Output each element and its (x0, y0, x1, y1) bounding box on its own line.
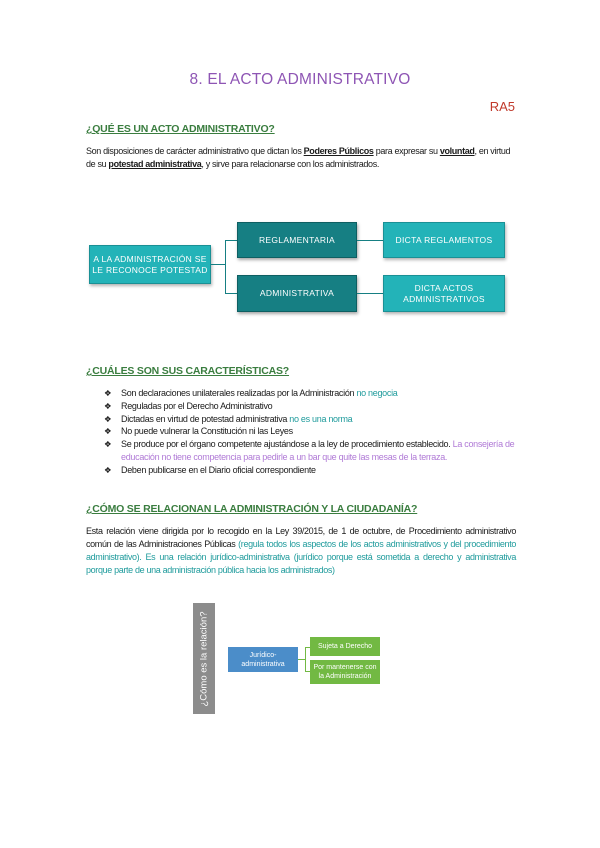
bullet-icon: ❖ (104, 400, 112, 411)
ra-label: RA5 (489, 99, 515, 114)
list-item: ❖ No puede vulnerar la Constitución ni las Leyes (104, 426, 293, 437)
connector-line (225, 293, 237, 294)
bullet-icon: ❖ (104, 439, 112, 450)
diagram-root-box: A LA ADMINISTRACIÓN SE LE RECONOCE POTESTAD (89, 245, 211, 284)
connector-line (357, 293, 383, 294)
question-bar: ¿Cómo es la relación? (193, 603, 215, 714)
relation-paragraph: Esta relación viene dirigida por lo recogido en la Ley 39/2015, de 1 de octubre, de Procedimiento administrativo común de las Administraciones Públicas (regula todos los aspectos de los actos administrativos y del procedimiento administrativo). Es una relación jurídico-administrativa (jurídico porque está sometida a derecho y administrativa porque parte de una administración pública hacia los administrados) (86, 526, 517, 575)
bullet-icon: ❖ (104, 464, 112, 475)
leaf-dicta-actos-box: DICTA ACTOS ADMINISTRATIVOS (383, 275, 505, 312)
section-heading-characteristics: ¿CUÁLES SON SUS CARACTERÍSTICAS? (86, 365, 290, 377)
list-item: ❖ Dictadas en virtud de potestad administrativa no es una norma (104, 413, 353, 424)
bullet-icon: ❖ (104, 388, 112, 398)
juridico-administrativa-box: Jurídico-administrativa (228, 647, 298, 672)
section-heading-relation: ¿CÓMO SE RELACIONAN LA ADMINISTRACIÓN Y LA CIUDADANÍA? (86, 503, 418, 515)
connector-line (225, 240, 237, 241)
mantenerse-administracion-box: Por mantenerse con la Administración (310, 660, 380, 684)
connector-line (211, 264, 225, 265)
leaf-dicta-reglamentos-box: DICTA REGLAMENTOS (383, 222, 505, 258)
section-heading-what-is: ¿QUÉ ES UN ACTO ADMINISTRATIVO? (86, 123, 275, 135)
bullet-icon: ❖ (104, 413, 112, 424)
connector-line (298, 659, 305, 660)
page-title: 8. EL ACTO ADMINISTRATIVO (189, 71, 411, 88)
connector-line (225, 240, 226, 293)
branch-reglamentaria-box: REGLAMENTARIA (237, 222, 357, 258)
bullet-icon: ❖ (104, 426, 112, 437)
connector-line (305, 647, 306, 671)
characteristics-list (104, 387, 522, 477)
branch-administrativa-box: ADMINISTRATIVA (237, 275, 357, 312)
list-item: ❖ Deben publicarse en el Diario oficial correspondiente (104, 464, 316, 475)
list-item: ❖ Se produce por el órgano competente ajustándose a la ley de procedimiento establecido. La consejería de educación no tiene competencia para pedirle a un bar que quite las mesas de la terraza. (104, 439, 515, 462)
sujeta-derecho-box: Sujeta a Derecho (310, 637, 380, 656)
list-item: ❖ Son declaraciones unilaterales realizadas por la Administración no negocia (104, 388, 398, 398)
definition-paragraph: Son disposiciones de carácter administrativo que dictan los Poderes Públicos para expresar su voluntad, en virtud de su potestad administrativa, y sirve para relacionarse con los administrados. (86, 146, 511, 169)
connector-line (357, 240, 383, 241)
list-item: ❖ Reguladas por el Derecho Administrativo (104, 400, 273, 411)
